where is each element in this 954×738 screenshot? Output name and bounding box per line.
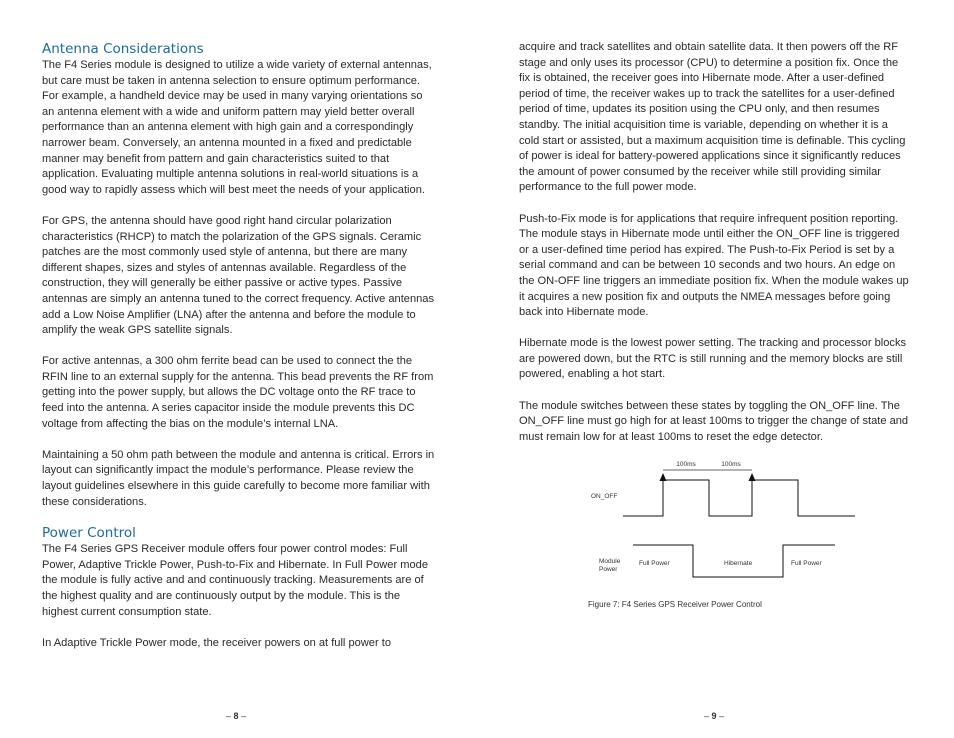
right-page-column (519, 40, 911, 445)
paragraph: The F4 Series GPS Receiver module offers four power control modes: Full Power, Adaptive Trickle Power, Push-to-Fix and Hibernate. In Full Power mode the module is fully active and and continuously tracking. Measurements are of the highest quality and are continuously output by the module. This is the highest current consumption state. (42, 543, 428, 618)
paragraph: acquire and track satellites and obtain satellite data. It then powers off the RF stage and only uses its processor (CPU) to determine a position fix. Once the fix is obtained, the receiver goes into Hibernate mode. After a user-defined period of time, the receiver wakes up to track the satellites for a user-defined period of time, updates its position using the CPU only, and then resumes standby. The initial acquisition time is variable, depending on whether it is a cold start or assisted, but a maximum acquisition time is definable. This cycling of power is ideal for battery-powered applications since it significantly reduces the amount of power consumed by the receiver while still providing similar performance to the full power mode. (519, 41, 906, 194)
power-control-timing-diagram (585, 455, 885, 580)
paragraph: Hibernate mode is the lowest power setting. The tracking and processor blocks are powered down, but the RTC is still running and the memory blocks are still powered, enabling a hot start. (519, 337, 907, 381)
on-off-waveform (623, 480, 855, 516)
on-off-label: ON_OFF (591, 493, 618, 500)
arrow-head-icon (660, 473, 667, 481)
paragraph: The F4 Series module is designed to utilize a wide variety of external antennas, but care must be taken in antenna selection to ensure optimum performance. For example, a handheld device may be used in many varying orientations so an antenna element with a wide and uniform pattern may yield better overall performance than an antenna element with high gain and a correspondingly narrower beam. Conversely, an antenna mounted in a fixed and predictable manner may benefit from pattern and gain characteristics suited to that application. Evaluating multiple antenna solutions in real-world situations is a good way to rapidly assess which will best meet the needs of your application. (42, 59, 432, 196)
paragraph: Maintaining a 50 ohm path between the module and antenna is critical. Errors in layout can significantly impact the module’s performance. Please review the layout guidelines elsewhere in this guide carefully to become more familiar with these considerations. (42, 448, 435, 508)
left-page-column (42, 40, 437, 651)
dimension-label: 100ms (721, 461, 741, 468)
state-hibernate: Hibernate (724, 560, 753, 567)
figure-caption: Figure 7: F4 Series GPS Receiver Power Control (588, 600, 762, 609)
module-power-label: Power (599, 566, 618, 573)
state-full-power: Full Power (791, 560, 822, 567)
paragraph: In Adaptive Trickle Power mode, the receiver powers on at full power to (42, 636, 392, 649)
paragraph: For active antennas, a 300 ohm ferrite bead can be used to connect the the RFIN line to an external supply for the antenna. This bead prevents the RF from getting into the power supply, but allows the DC voltage onto the RF trace to feed into the antenna. A series capacitor inside the module prevents this DC voltage from affecting the bias on the module’s internal LNA. (42, 355, 434, 430)
page-number-right: – 9 – (704, 711, 725, 721)
dimension-100ms-1 (663, 461, 709, 470)
paragraph: For GPS, the antenna should have good right hand circular polarization characteristics (RHCP) to match the polarization of the GPS signals. Ceramic patches are the most commonly used style of antenna, but there are many different shapes, sizes and styles of antennas available. Regardless of the construction, they will generally be either passive or active types. Passive antennas are simply an antenna tuned to the correct frequency. Active antennas add a Low Noise Amplifier (LNA) after the antenna and before the module to amplify the weak GPS satellite signals. (42, 214, 435, 337)
section-heading-power-control: Power Control (42, 525, 136, 542)
dimension-100ms-2 (709, 461, 752, 470)
section-heading-antenna: Antenna Considerations (42, 41, 204, 57)
page-number-left: – 8 – (226, 711, 247, 721)
paragraph: Push-to-Fix mode is for applications that require infrequent position reporting. The module stays in Hibernate mode until either the ON_OFF line is triggered or a user-defined time period has expired. The Push-to-Fix Period is set by a serial command and can be between 10 seconds and two hours. An edge on the ON-OFF line triggers an immediate position fix. When the module wakes up it acquires a new position fix and outputs the NMEA messages before going back into Hibernate mode. (519, 212, 909, 319)
arrow-head-icon (749, 473, 756, 481)
module-power-label: Module (599, 558, 621, 565)
state-full-power: Full Power (639, 560, 670, 567)
paragraph: The module switches between these states by toggling the ON_OFF line. The ON_OFF line must go high for at least 100ms to trigger the change of state and must remain low for at least 100ms to reset the edge detector. (519, 399, 909, 443)
dimension-label: 100ms (676, 461, 696, 468)
